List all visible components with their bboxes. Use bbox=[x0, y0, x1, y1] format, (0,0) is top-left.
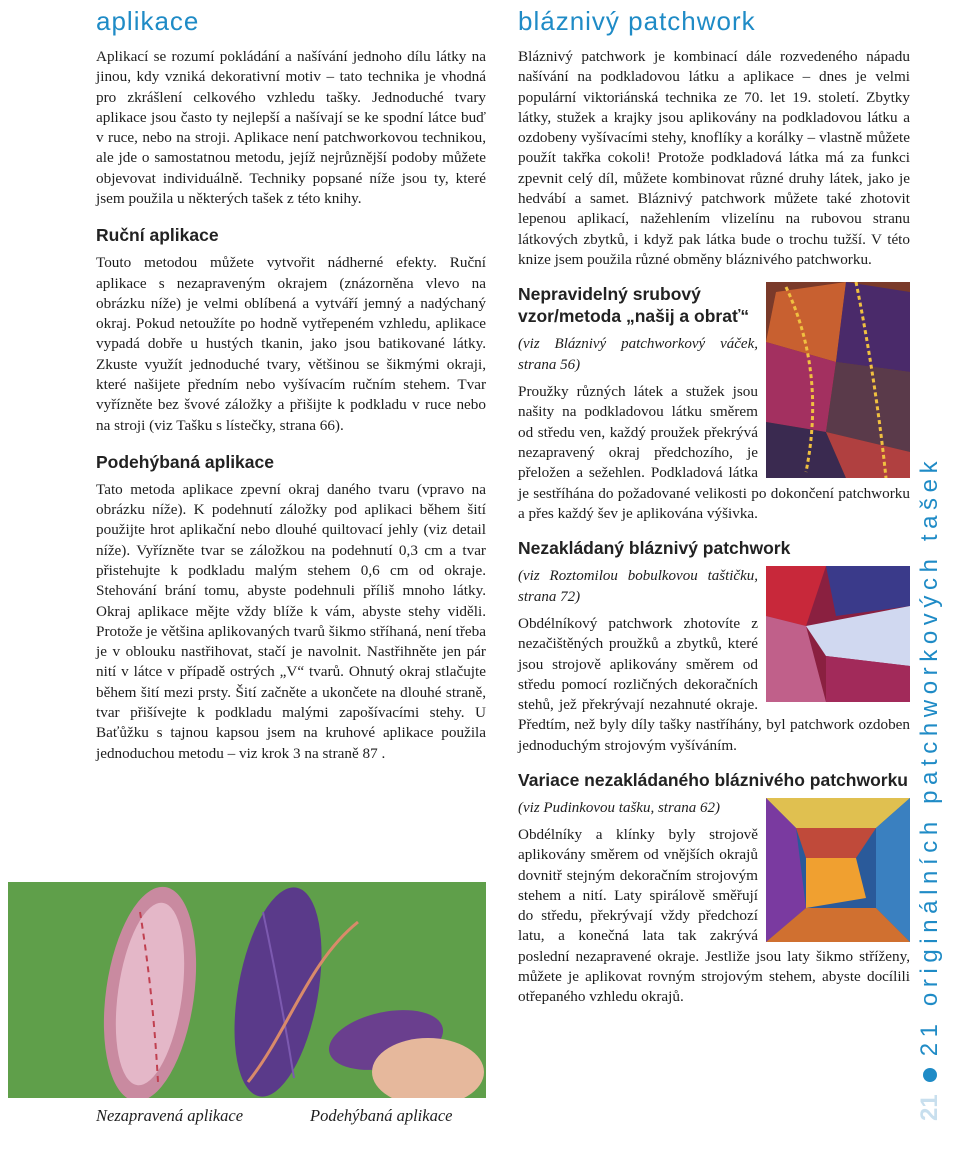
page-number: 21 bbox=[916, 1094, 943, 1121]
heading-variace: Variace nezakládaného bláznivého patchworku bbox=[518, 770, 908, 791]
applique-illustration bbox=[8, 882, 486, 1098]
applique-photo bbox=[8, 882, 486, 1098]
aplikace-intro: Aplikací se rozumí pokládání a našívání jednoho dílu látky na jinou, kdy vzniká dekorativní motiv – tato technika je vhodná pro zkrášlení celkového vzhledu tašky. Jednoduché tvary aplikace jsou často ty nejlepší a našívají se ke spodní látce buď v ruce, nebo na stroji. Aplikace není patchworkovou technikou, ale jde o samostatnou metodu, jejíž nejrůznější podoby můžete objevovat individuálně. Techniky popsané níže jsou ty, které jsem použila u některých tašek z této knihy. bbox=[96, 48, 486, 208]
right-column bbox=[518, 0, 910, 1008]
crazy-patchwork-photo bbox=[766, 282, 910, 478]
left-column bbox=[96, 0, 486, 764]
blazniy-intro: Bláznivý patchwork je kombinací dále rozvedeného nápadu našívání na podkladovou látku a aplikace – dnes je velmi populární viktoriánská technika ze 70. let 19. století. Zbytky látky, stužek a krajky jsou aplikovány na podkladovou látku a ozdobeny vyšívacími stehy, knoflíky a korálky – vlastně můžete použít takřka cokoli! Protože podkladová látka má za funkci zpevnit celý díl, můžete kombinovat různé druhy látek, jako je hedvábí a samet. Bláznivý patchwork můžete také zhotovit lepenou aplikací, nažehlením vlizelínu na rubovou stranu látkových zbytků, i když pak látka bude o trochu tužší. V této knize jsem použila různé obměny bláznivého patchworku. bbox=[518, 48, 910, 268]
heading-podehybana-aplikace: Podehýbaná aplikace bbox=[96, 451, 274, 472]
nepravidelny-ref: (viz Bláznivý patchworkový váček, strana 56) bbox=[518, 336, 758, 374]
heading-nezakladany: Nezakládaný bláznivý patchwork bbox=[518, 538, 791, 559]
sidebar-inner bbox=[916, 456, 944, 1121]
heading-rucni-aplikace: Ruční aplikace bbox=[96, 225, 219, 246]
caption-podehybana: Podehýbaná aplikace bbox=[310, 1106, 453, 1125]
variace-photo bbox=[766, 798, 910, 942]
page-sidebar bbox=[910, 0, 960, 1161]
heading-blazniy-patchwork: bláznivý patchwork bbox=[518, 6, 756, 36]
heading-nepravidelny-srubovy: Nepravidelný srubový vzor/metoda „našij a obrať“ bbox=[518, 284, 750, 327]
caption-nezapravena: Nezapravená aplikace bbox=[96, 1106, 244, 1125]
nezakladany-photo bbox=[766, 566, 910, 702]
nezakladany-ref: (viz Roztomilou bobulkovou taštičku, strana 72) bbox=[518, 567, 758, 605]
rucni-aplikace-text: Touto metodou můžete vytvořit nádherné efekty. Ruční aplikace s nezapraveným okrajem (znázorněna vlevo na obrázku níže) je velmi oblíbená a vytváří jemný a nadýchaný okraj. Pokud netoužíte po hodně vytřepeném vzhledu, aplikace vypadá dobře u hustých tkanin, jako jsou batikované látky. Zkuste využít jednoduché tvary, většinou se šikmými okraji, které našijete předním nebo vyšívacím ručním stehem. Tvar vyřízněte bez švové záložky a přišijte k podkladu v ruce nebo na stroji (viz Tašku s lístečky, strana 66). bbox=[96, 254, 486, 434]
bullet-dot-icon bbox=[923, 1068, 937, 1082]
nepravidelny-text: Proužky různých látek a stužek jsou našity na podkladovou látku směrem od středu ven, každý proužek překrývá nezapravený okraj předchozího, je přeložen a sežehlen. Podkladová látka je sestříhána do požadované velikosti po dokončení patchworku a přes každý šev je aplikována výšivka. bbox=[518, 383, 910, 522]
book-title: 21 originálních patchworkových tašek bbox=[916, 455, 943, 1057]
nezakladany-text: Obdélníkový patchwork zhotovíte z nezačištěných proužků a zbytků, které jsou strojově aplikovány směrem od středu pomocí rozličných dekoračních stehů, jež překrývají nezahnuté okraje. Předtím, než byly díly tašky nastříhány, byl patchwork ozdoben jednoduchým strojovým vyšíváním. bbox=[518, 614, 910, 754]
variace-text: Obdélníky a klínky byly strojově aplikovány směrem od vnějších okrajů dovnitř stejným dekoračním strojovým stehem a nití. Laty spirálově směřují do středu, překrývají vždy předchozí latu, a konečná lata tak zakrývá poslední nezapravené okraje. Jestliže jsou laty šikmo stříženy, můžete je aplikovat rovným strojovým stehem, abyste docílili otřepaného vzhledu okrajů. bbox=[518, 825, 910, 1006]
heading-aplikace: aplikace bbox=[96, 6, 200, 36]
podehybana-aplikace-text: Tato metoda aplikace zpevní okraj daného tvaru (vpravo na obrázku níže). K podehnutí záložky pod aplikaci během šití použijte hrot aplikační nebo dlouhé quiltovací jehly (viz detail níže). Vyřízněte tvar se záložkou na podehnutí 0,3 cm a tvar přistehujte k podkladu malým stehem 0,6 cm od okraje. Stehování brání tomu, abyste podehnuli příliš mnoho látky. Okraj aplikace mějte vždy blíže k vám, abyste stehy viděli. Protože je většina aplikovaných tvarů šikmo stříhaná, není třeba je v oblouku nastřihovat, stačí je navolnit. Nastřihněte jen pár nití v látce v případě ostrých „V“ tvarů. Ohnutý okraj stlačujte během šití mezi prsty. Šití začněte a ukončete na dlouhé straně, tvar přišívejte k podkladu malými zapošívacími stehy. U Baťůžku s tajnou kapsou jsem na kruhové aplikace použila jednoduchou metodu – viz krok 3 na straně 87 . bbox=[96, 480, 486, 762]
variace-ref: (viz Pudinkovou tašku, strana 62) bbox=[518, 799, 721, 816]
